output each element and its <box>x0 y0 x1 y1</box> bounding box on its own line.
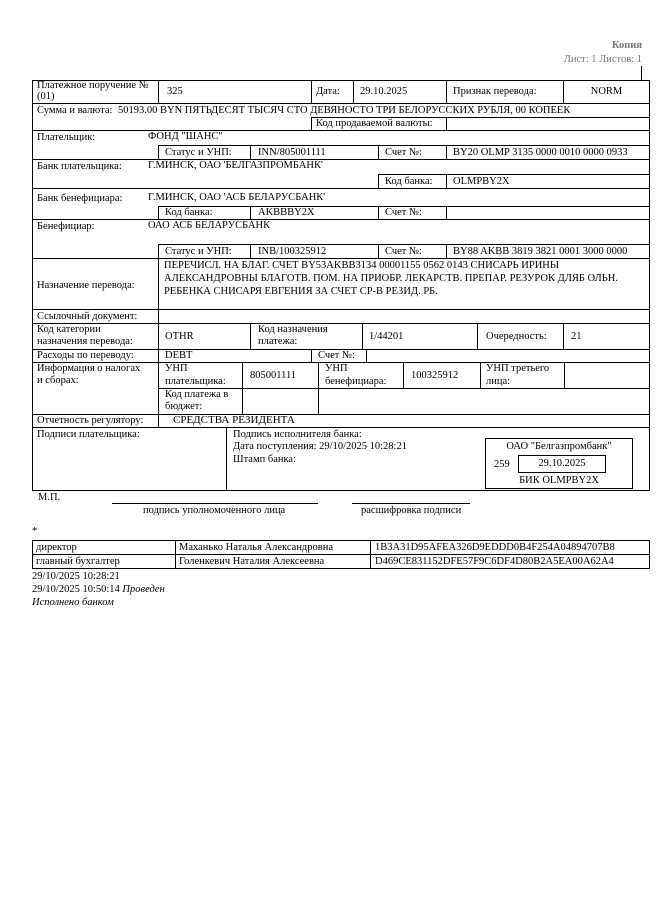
authorized-signature-caption: подпись уполномоченного лица <box>143 505 286 516</box>
payer-signatures-label: Подписи плательщика: <box>37 429 140 440</box>
signer-name: Маханько Наталья Александровна <box>179 542 334 553</box>
signature-decoding-line <box>352 503 470 504</box>
third-party-unp-label-1: УНП третьего <box>486 363 550 374</box>
authorized-signature-line <box>112 503 318 504</box>
stamp-bic: БИК OLMPBY2X <box>519 475 599 486</box>
purpose-line-2: АЛЕКСАНДРОВНЫ БЛАГОТВ. ПОМ. НА ПРИОБР. ЛЕКАРСТВ. ПРЕПАР. РЕЗУРОК ДЛЯБ ОЛЬН. <box>164 273 618 284</box>
priority: 21 <box>571 331 582 342</box>
expenses-label: Расходы по переводу: <box>37 350 134 361</box>
taxes-label-1: Информация о налогах <box>37 363 141 374</box>
beneficiary-status-unp: INB/100325912 <box>258 246 327 257</box>
amount-value: 50193.00 BYN ПЯТЬДЕСЯТ ТЫСЯЧ СТО ДЕВЯНОСТО ТРИ БЕЛОРУССКИХ РУБЛЯ, 00 КОПЕЕК <box>118 105 571 116</box>
purpose-label: Назначение перевода: <box>37 280 135 291</box>
expenses-account-label: Счет №: <box>318 350 355 361</box>
stamp-bank-name: ОАО "Белгазпромбанк" <box>506 441 612 452</box>
beneficiary-account-label: Счет №: <box>385 246 422 257</box>
stamp-number: 259 <box>494 459 510 470</box>
order-date: 29.10.2025 <box>360 86 408 97</box>
order-number: 325 <box>167 86 183 97</box>
header-tick <box>641 66 642 80</box>
budget-code-label-1: Код платежа в <box>165 389 229 400</box>
log-line-3: Исполнено банком <box>32 597 114 608</box>
signer-hash: D469CE831152DFE57F9C6DF4D80B2A5EA00A62A4 <box>375 556 614 567</box>
priority-label: Очередность: <box>486 331 547 342</box>
payer-name: ФОНД "ШАНС" <box>148 131 223 142</box>
date-label: Дата: <box>316 86 340 97</box>
payer-bank-label: Банк плательщика: <box>37 161 122 172</box>
payer-unp: 805001111 <box>250 370 297 381</box>
payer-account: BY20 OLMP 3135 0000 0010 0000 0933 <box>453 147 628 158</box>
beneficiary-unp-label-1: УНП <box>325 363 348 374</box>
order-title-code: (01) <box>37 91 55 102</box>
budget-code-label-2: бюджет: <box>165 401 203 412</box>
stamp-date: 29.10.2025 <box>538 458 586 469</box>
payer-label: Плательщик: <box>37 132 96 143</box>
log-line-2 <box>32 584 165 596</box>
log-line-1: 29/10/2025 10:28:21 <box>32 571 120 582</box>
purpose-code-label-2: платежа: <box>258 336 298 347</box>
beneficiary-label: Бенефициар: <box>37 221 95 232</box>
purpose-line-3: РЕБЕНКА СНИСАРЯ ЕВГЕНИЯ ЗА СЧЕТ СР-В РЕЗИД. РБ. <box>164 286 438 297</box>
payer-status-unp-label: Статус и УНП: <box>165 147 232 158</box>
expenses-value: DEBT <box>165 350 193 361</box>
amount-label: Сумма и валюта: <box>37 105 113 116</box>
signer-role: директор <box>36 542 77 553</box>
purpose-code-label-1: Код назначения <box>258 324 328 335</box>
transfer-sign-label: Признак перевода: <box>453 86 537 97</box>
payer-unp-label-2: плательщика: <box>165 376 226 387</box>
signer-role: главный бухгалтер <box>36 556 120 567</box>
category-code: OTHR <box>165 331 194 342</box>
taxes-label-2: и сборах: <box>37 375 79 386</box>
regulator-label: Отчетность регулятору: <box>37 415 144 426</box>
transfer-sign: NORM <box>590 86 623 97</box>
signature-decoding-caption: расшифровка подписи <box>361 505 462 516</box>
payer-bank-code-label: Код банка: <box>385 176 433 187</box>
beneficiary-name: ОАО АСБ БЕЛАРУСБАНК <box>148 220 271 231</box>
third-party-unp-label-2: лица: <box>486 376 511 387</box>
category-label-1: Код категории <box>37 324 101 335</box>
order-title: Платежное поручение № <box>37 80 149 91</box>
beneficiary-status-unp-label: Статус и УНП: <box>165 246 232 257</box>
payer-bank-code: OLMPBY2X <box>453 176 510 187</box>
beneficiary-bank-label: Банк бенефициара: <box>37 193 123 204</box>
beneficiary-bank-name: Г.МИНСК, ОАО 'АСБ БЕЛАРУСБАНК' <box>148 192 326 203</box>
category-label-2: назначения перевода: <box>37 336 133 347</box>
copy-label: Копия <box>611 40 642 51</box>
signer-hash: 1B3A31D95AFEA326D9EDDD0B4F254A04894707B8 <box>375 542 615 553</box>
log-line-2-time: 29/10/2025 10:50:14 <box>32 584 120 595</box>
asterisk: * <box>32 526 38 537</box>
beneficiary-bank-code: AKBBBY2X <box>258 207 315 218</box>
bank-executor-signature-label: Подпись исполнителя банка: <box>233 429 362 440</box>
beneficiary-bank-account-label: Счет №: <box>385 207 422 218</box>
seal-place-label: М.П. <box>38 492 61 503</box>
payer-bank-name: Г.МИНСК, ОАО 'БЕЛГАЗПРОМБАНК' <box>148 160 323 171</box>
signer-name: Голенкевич Наталия Алексеевна <box>179 556 325 567</box>
reference-label: Ссылочный документ: <box>37 311 138 322</box>
bank-stamp-label: Штамп банка: <box>233 454 296 465</box>
purpose-code: 1/44201 <box>369 331 404 342</box>
payer-status-unp: INN/805001111 <box>258 147 326 158</box>
log-line-2-status: Проведен <box>122 584 165 595</box>
sold-currency-label: Код продаваемой валюты: <box>316 118 433 129</box>
beneficiary-account: BY88 AKBB 3819 3821 0001 3000 0000 <box>453 246 628 257</box>
payer-unp-label-1: УНП <box>165 363 188 374</box>
receipt-date: Дата поступления: 29/10/2025 10:28:21 <box>233 441 407 452</box>
purpose-line-1: ПЕРЕЧИСЛ. НА БЛАГ. СЧЕТ BY53AKBB3134 00001155 0562 0143 СНИСАРЬ ИРИНЫ <box>164 260 560 271</box>
beneficiary-unp-label-2: бенефициара: <box>325 376 387 387</box>
beneficiary-unp: 100325912 <box>411 370 459 381</box>
payer-account-label: Счет №: <box>385 147 422 158</box>
beneficiary-bank-code-label: Код банка: <box>165 207 213 218</box>
regulator-value: СРЕДСТВА РЕЗИДЕНТА <box>173 414 295 426</box>
sheet-info: Лист: 1 Листов: 1 <box>563 54 642 65</box>
